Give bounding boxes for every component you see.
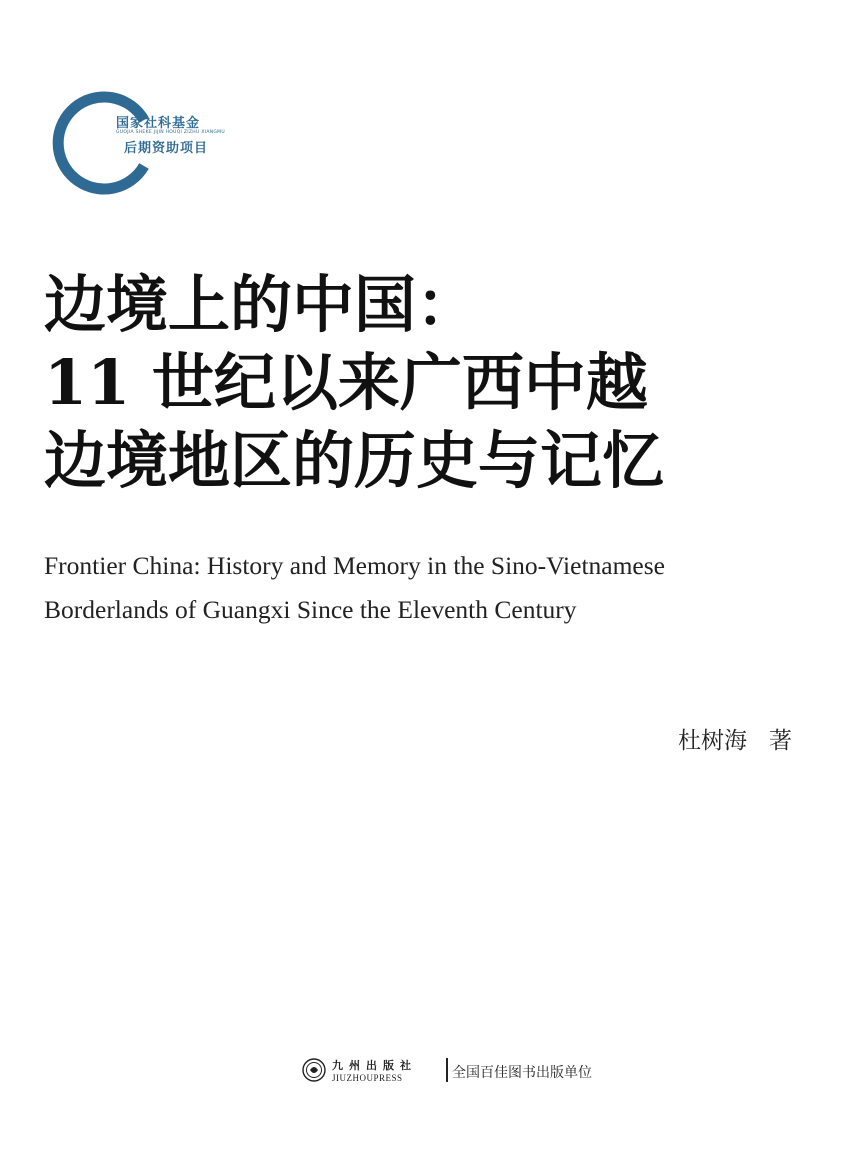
english-title-line-2: Borderlands of Guangxi Since the Eleventh Century xyxy=(44,595,577,624)
english-title-line-1: Frontier China: History and Memory in the Sino-Vietnamese xyxy=(44,551,665,580)
english-title xyxy=(44,544,824,632)
badge-line-1: 国家社科基金 xyxy=(116,116,201,131)
publisher-imprint xyxy=(302,1056,602,1086)
fund-badge xyxy=(40,88,260,198)
chinese-title xyxy=(44,266,824,500)
author-credit xyxy=(678,722,792,755)
chinese-title-line-3: 边境地区的历史与记忆 xyxy=(44,424,665,497)
publisher-seal-icon xyxy=(302,1058,326,1082)
publisher-divider xyxy=(446,1058,448,1082)
publisher-name: 九州出版社 xyxy=(332,1059,417,1072)
badge-line-2: 后期资助项目 xyxy=(124,141,209,156)
chinese-title-line-2: 11 世纪以来广西中越 xyxy=(44,346,648,419)
author-role: 著 xyxy=(769,728,792,754)
chinese-title-line-1: 边境上的中国： xyxy=(44,268,479,341)
publisher-honor: 全国百佳图书出版单位 xyxy=(452,1065,592,1081)
author-name: 杜树海 xyxy=(678,728,747,754)
badge-pinyin: GUOJIA SHEKE JIJIN HOUQI ZIZHU XIANGMU xyxy=(116,130,225,135)
publisher-name-latin: JIUZHOUPRESS xyxy=(332,1073,403,1083)
